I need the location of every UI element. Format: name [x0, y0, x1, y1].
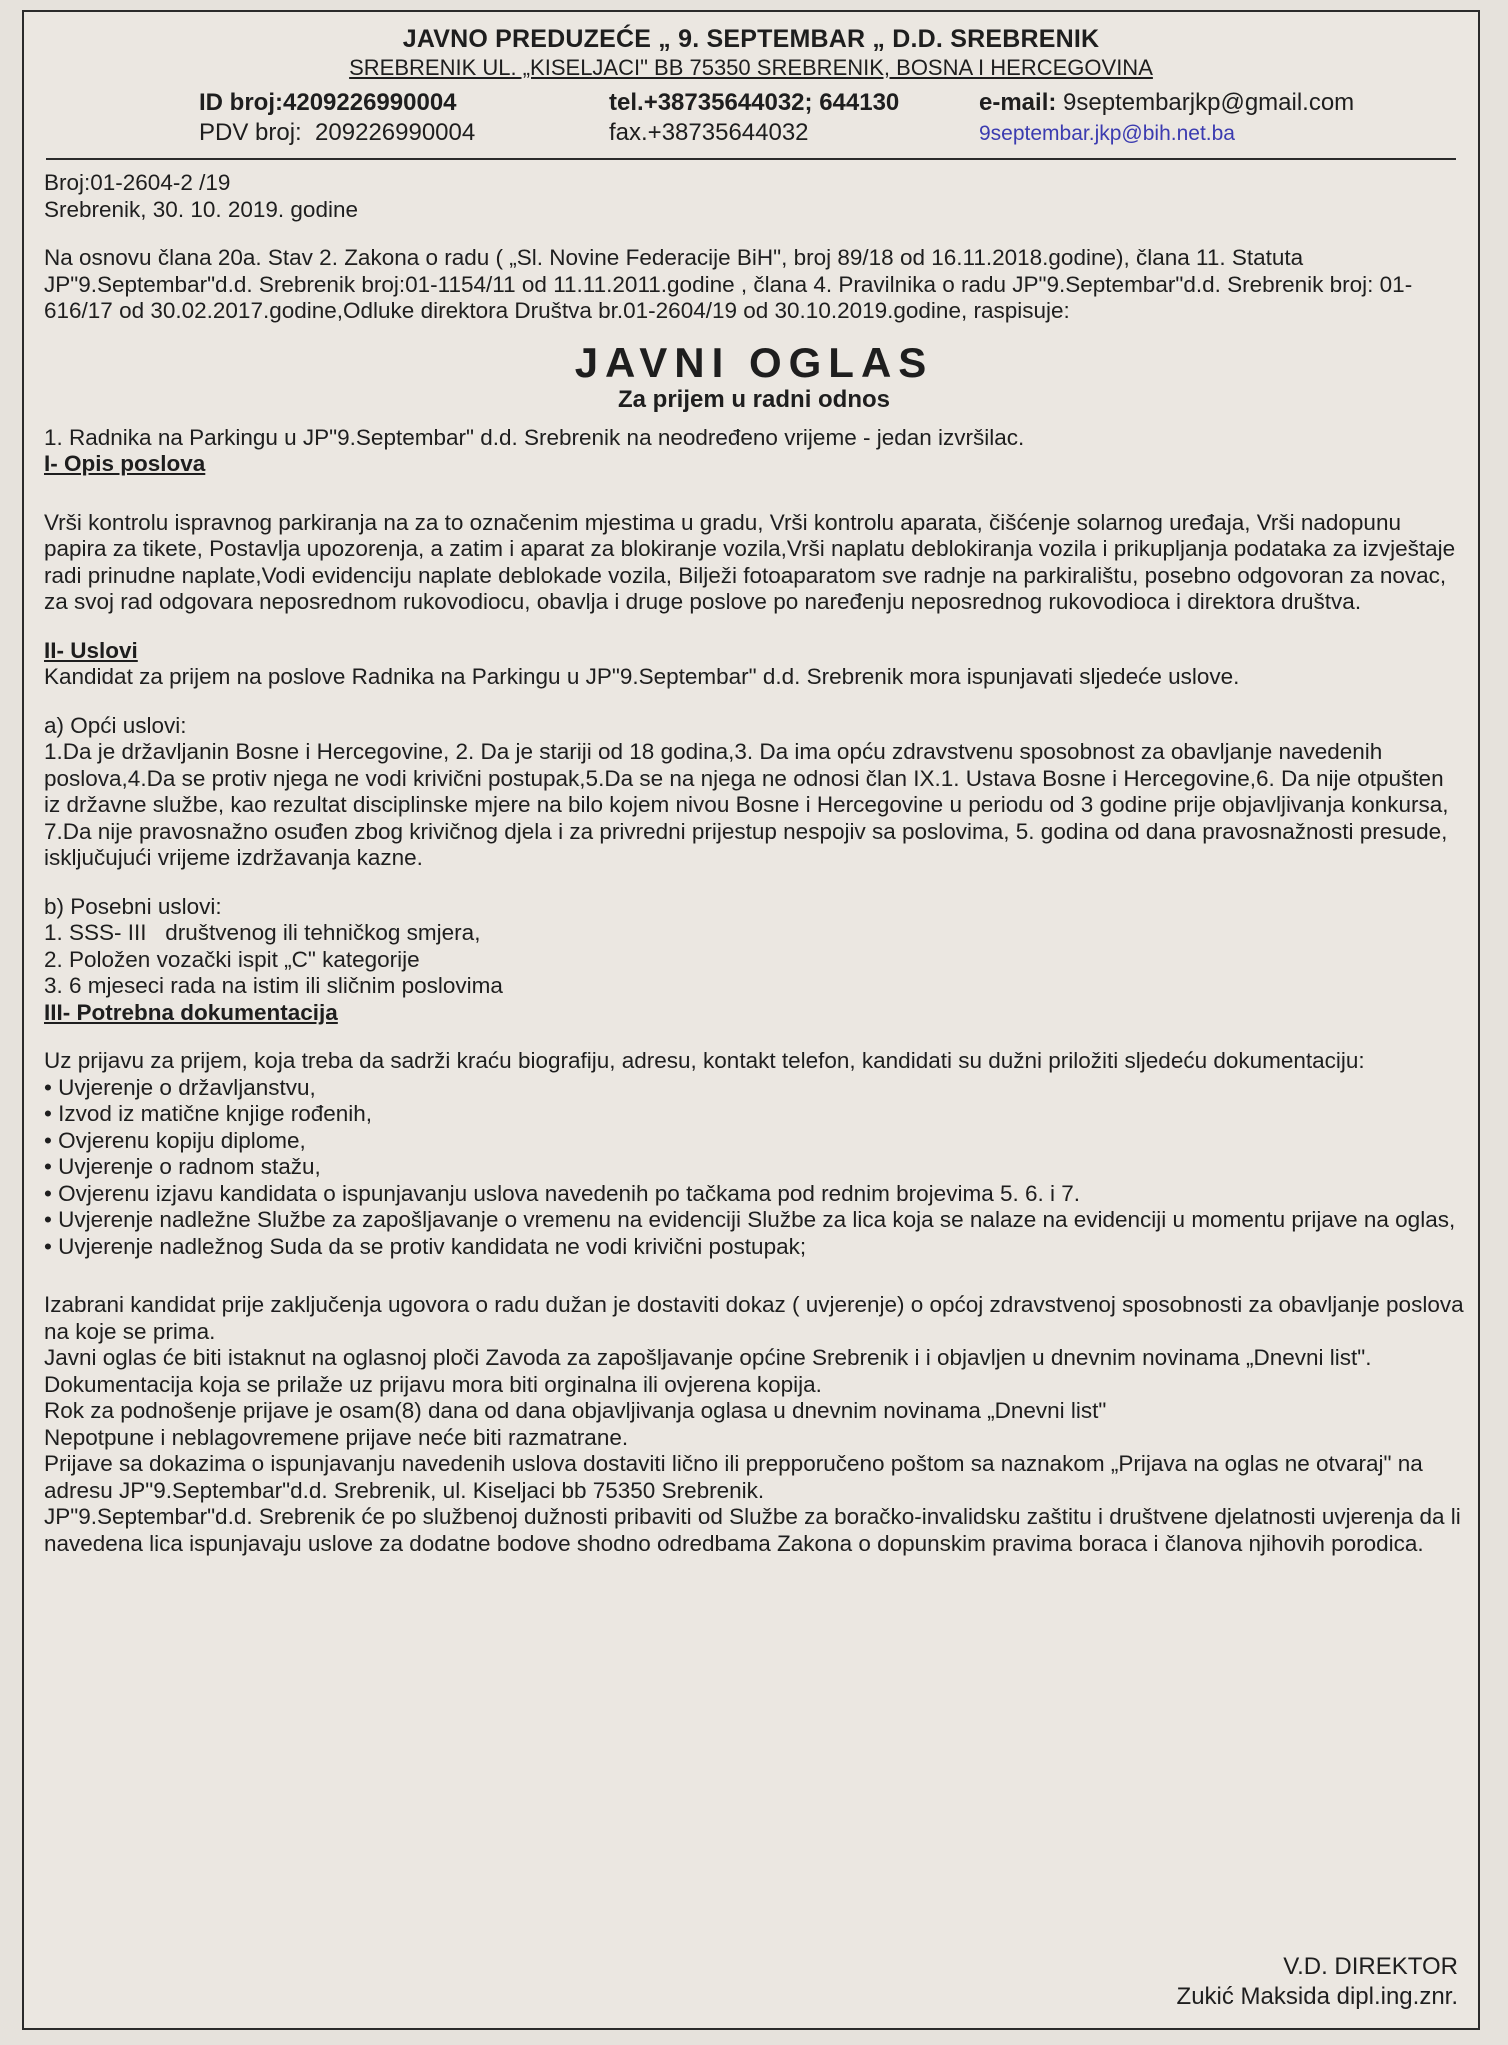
contact-grid: [199, 88, 1439, 149]
list-item: • Uvjerenje o radnom stažu,: [44, 1154, 1464, 1181]
position-line: 1. Radnika na Parkingu u JP"9.Septembar" d.d. Srebrenik na neodređeno vrijeme - jedan izvršilac.: [44, 424, 1025, 450]
list-item: • Ovjerenu izjavu kandidata o ispunjavanju uslova navedenih po tačkama pod rednim brojevima 5. 6. i 7.: [44, 1181, 1464, 1208]
signatory-name: Zukić Maksida dipl.ing.znr.: [1176, 1983, 1458, 2010]
announcement-frame: [22, 10, 1480, 2030]
section-1-text: Vrši kontrolu ispravnog parkiranja na za to označenim mjestima u gradu, Vrši kontrolu aparata, čišćenje solarnog uređaja, Vrši nadopunu papira za tikete, Postavlja upozorenja, a zatim i aparat za blokiranje vozila,Vrši naplatu deblokiranja vozila i prikupljanja podataka za izvještaje radi prinudne naplate,Vodi evidenciju naplate deblokade vozila, Bilježi fotoaparatom sve radnje na parkiralištu, posebno odgovoran za novac, za svoj rad odgovara neposrednom rukovodiocu, obavlja i druge poslove po naređenju neposrednog rukovodioca i direktora društva.: [44, 509, 1456, 614]
special-condition-1: 1. SSS- III društvenog ili tehničkog smjera,: [44, 920, 481, 945]
section-2-heading: II- Uslovi: [44, 637, 138, 663]
fax: fax.+38735644032: [609, 119, 809, 146]
id-label: ID broj:: [199, 89, 283, 116]
list-item: • Uvjerenje nadležnog Suda da se protiv kandidata ne vodi krivični postupak;: [44, 1234, 1464, 1261]
documents-list: [44, 1075, 1464, 1261]
list-item: • Uvjerenje nadležne Službe za zapošljavanje o vremenu na evidenciji Službe za lica koja se nalaze na evidenciji u momentu prijave na oglas,: [44, 1207, 1464, 1234]
closing-5: Nepotpune i neblagovremene prijave neće biti razmatrane.: [44, 1424, 629, 1450]
signature-block: [1177, 1952, 1458, 2012]
special-condition-2: 2. Položen vozački ispit „C" kategorije: [44, 946, 420, 972]
list-item: • Uvjerenje o državljanstvu,: [44, 1075, 1464, 1102]
pdv-label: PDV broj:: [199, 119, 302, 146]
general-conditions-text: 1.Da je državljanin Bosne i Hercegovine, 2. Da je stariji od 18 godina,3. Da ima opću zdravstvenu sposobnost za obavljanje navedenih poslova,4.Da se protiv njega ne vodi krivični postupak,5.Da se na njega ne odnosi član IX.1. Ustava Bosne i Hercegovine,6. Da nije otpušten iz državne službe, kao rezultat disciplinske mjere na bilo kojem nivou Bosne i Hercegovine u periodu od 3 godine prije objavljivanja konkursa, 7.Da nije pravosnažno osuđen zbog krivičnog djela i za privredni prijestup nespojiv sa poslovima, 5. godina od dana pravosnažnosti presude, isključujući vrijeme izdržavanja kazne.: [44, 739, 1449, 870]
announcement-body: [44, 170, 1464, 1557]
intro-paragraph: Na osnovu člana 20a. Stav 2. Zakona o radu ( „Sl. Novine Federacije BiH", broj 89/18 od 16.11.2018.godine), člana 11. Statuta JP"9.Septembar"d.d. Srebrenik broj:01-1154/11 od 11.11.2011.godine , člana 4. Pravilnika o radu JP"9.Septembar"d.d. Srebrenik broj: 01-616/17 od 30.02.2017.godine,Odluke direktora Društva br.01-2604/19 od 30.10.2019.godine, raspisuje:: [44, 245, 1413, 323]
doc-date: Srebrenik, 30. 10. 2019. godine: [44, 196, 358, 222]
closing-4: Rok za podnošenje prijave je osam(8) dana od dana objavljivanja oglasa u dnevnim novinama „Dnevni list": [44, 1398, 1107, 1423]
list-item: • Izvod iz matične knjige rođenih,: [44, 1101, 1464, 1128]
signatory-title: V.D. DIREKTOR: [1283, 1953, 1458, 1980]
tel-value: +38735644032; 644130: [643, 89, 900, 116]
closing-7: JP"9.Septembar"d.d. Srebrenik će po službenoj dužnosti pribaviti od Službe za boračko-invalidsku zaštitu i društvene djelatnosti uvjerenja da li navedena lica ispunjavaju uslove za dodatne bodove shodno odredbama Zakona o dopunskim pravima boraca i članova njihovih porodica.: [44, 1504, 1461, 1556]
closing-6: Prijave sa dokazima o ispunjavanju navedenih uslova dostaviti lično ili prepporučeno poštom sa naznakom „Prijava na oglas ne otvaraj" na adresu JP"9.Septembar"d.d. Srebrenik, ul. Kiseljaci bb 75350 Srebrenik.: [44, 1451, 1423, 1503]
id-value: 4209226990004: [283, 89, 457, 116]
doc-number: Broj:01-2604-2 /19: [44, 170, 231, 195]
section-2-text: Kandidat za prijem na poslove Radnika na Parkingu u JP"9.Septembar" d.d. Srebrenik mora ispunjavati sljedeće uslove.: [44, 664, 1240, 689]
closing-3: Dokumentacija koja se prilaže uz prijavu mora biti orginalna ili ovjerena kopija.: [44, 1371, 822, 1397]
closing-1: Izabrani kandidat prije zaključenja ugovora o radu dužan je dostaviti dokaz ( uvjerenje) o općoj zdravstvenoj sposobnosti za obavljanje poslova na koje se prima.: [44, 1292, 1464, 1344]
company-address: SREBRENIK UL. „KISELJACI" BB 75350 SREBRENIK, BOSNA I HERCEGOVINA: [349, 55, 1153, 80]
email2-link: 9septembar.jkp@bih.net.ba: [979, 122, 1235, 145]
letterhead: [24, 24, 1478, 160]
section-3-text: Uz prijavu za prijem, koja treba da sadrži kraću biografiju, adresu, kontakt telefon, kandidati su dužni priložiti sljedeću dokumentaciju:: [44, 1048, 1365, 1073]
section-1-heading: I- Opis poslova: [44, 451, 206, 476]
announcement-title: JAVNI OGLAS: [574, 338, 934, 386]
section-3-heading: III- Potrebna dokumentacija: [44, 999, 338, 1025]
header-rule: [46, 158, 1456, 160]
general-conditions-heading: a) Opći uslovi:: [44, 712, 187, 738]
special-conditions-heading: b) Posebni uslovi:: [44, 893, 222, 919]
pdv-value: 209226990004: [315, 119, 476, 146]
company-name: JAVNO PREDUZEĆE „ 9. SEPTEMBAR „ D.D. SREBRENIK: [402, 25, 1100, 53]
list-item: • Ovjerenu kopiju diplome,: [44, 1128, 1464, 1155]
email-label: e-mail:: [979, 89, 1057, 116]
tel-label: tel.: [609, 89, 644, 116]
special-condition-3: 3. 6 mjeseci rada na istim ili sličnim poslovima: [44, 973, 503, 998]
email-value: 9septembarjkp@gmail.com: [1063, 89, 1355, 116]
closing-2: Javni oglas će biti istaknut na oglasnoj ploči Zavoda za zapošljavanje općine Srebrenik i i objavljen u dnevnim novinama „Dnevni list".: [44, 1345, 1372, 1370]
announcement-subtitle: Za prijem u radni odnos: [617, 385, 891, 413]
